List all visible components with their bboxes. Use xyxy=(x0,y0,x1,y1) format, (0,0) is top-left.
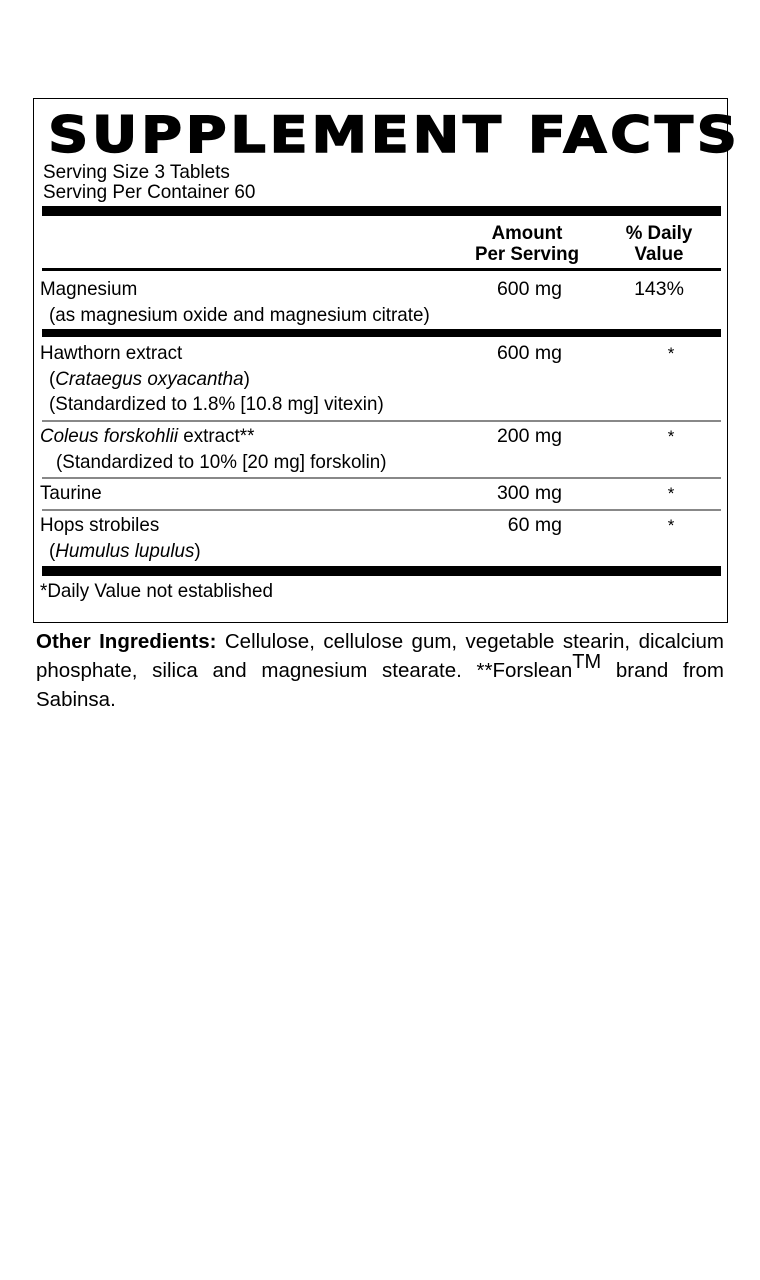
nutrient-name: Magnesium xyxy=(40,278,138,300)
panel-title: SUPPLEMENT FACTS xyxy=(48,106,741,164)
row-divider xyxy=(42,420,721,422)
other-ingredients xyxy=(36,627,724,714)
row-divider xyxy=(42,509,721,511)
supplement-facts-panel xyxy=(33,98,741,623)
nutrient-name xyxy=(40,424,254,449)
nutrient-standardization: (Standardized to 10% [20 mg] forskolin) xyxy=(56,451,387,473)
footnote: *Daily Value not established xyxy=(40,580,273,602)
nutrient-name: Hawthorn extract xyxy=(40,342,183,364)
thick-divider-bottom xyxy=(42,566,721,576)
amount-column-header xyxy=(460,223,594,265)
nutrient-amount: 200 mg xyxy=(496,425,562,447)
dv-column-header xyxy=(611,223,707,265)
dv-header-line2: Value xyxy=(634,243,684,265)
header-underline xyxy=(42,268,721,271)
row-divider xyxy=(42,477,721,479)
latin-name: Humulus lupulus xyxy=(55,540,195,562)
nutrient-dv: 143% xyxy=(634,278,684,300)
nutrient-name: Taurine xyxy=(40,482,102,504)
nutrient-dv: * xyxy=(667,484,675,503)
other-ingredients-text-after: brand from Sabinsa. xyxy=(36,659,725,711)
medium-divider xyxy=(42,329,721,337)
trademark-mark: TM xyxy=(572,651,602,673)
nutrient-amount: 600 mg xyxy=(496,278,562,300)
other-ingredients-text: Cellulose, cellulose gum, vegetable stearin, dicalcium phosphate, silica and magnesium stearate. **Forslean xyxy=(36,630,725,682)
paren-open: ( xyxy=(49,368,56,390)
nutrient-dv: * xyxy=(667,344,675,363)
serving-size: Serving Size 3 Tablets xyxy=(43,161,230,183)
nutrient-dv: * xyxy=(667,427,675,446)
latin-name: Crataegus oxyacantha xyxy=(55,368,244,390)
nutrient-dv: * xyxy=(667,516,675,535)
servings-per-container: Serving Per Container 60 xyxy=(43,181,256,203)
thick-divider-top xyxy=(42,206,721,216)
nutrient-amount: 300 mg xyxy=(496,482,562,504)
paren-close: ) xyxy=(243,368,250,390)
amount-header-line1: Amount xyxy=(491,222,563,244)
other-ingredients-heading: Other Ingredients: xyxy=(36,630,217,653)
name-suffix: extract** xyxy=(178,425,255,447)
latin-name: Coleus forskohlii xyxy=(40,425,179,447)
amount-header-line2: Per Serving xyxy=(474,243,580,265)
nutrient-botanical-name xyxy=(49,539,201,564)
nutrient-botanical-name xyxy=(49,367,250,392)
nutrient-standardization: (Standardized to 1.8% [10.8 mg] vitexin) xyxy=(49,393,384,415)
paren-close: ) xyxy=(194,540,201,562)
nutrient-name: Hops strobiles xyxy=(40,514,160,536)
nutrient-amount: 600 mg xyxy=(496,342,562,364)
paren-open: ( xyxy=(49,540,56,562)
nutrient-amount: 60 mg xyxy=(507,514,562,536)
nutrient-source: (as magnesium oxide and magnesium citrate) xyxy=(49,304,430,326)
dv-header-line1: % Daily xyxy=(625,222,693,244)
